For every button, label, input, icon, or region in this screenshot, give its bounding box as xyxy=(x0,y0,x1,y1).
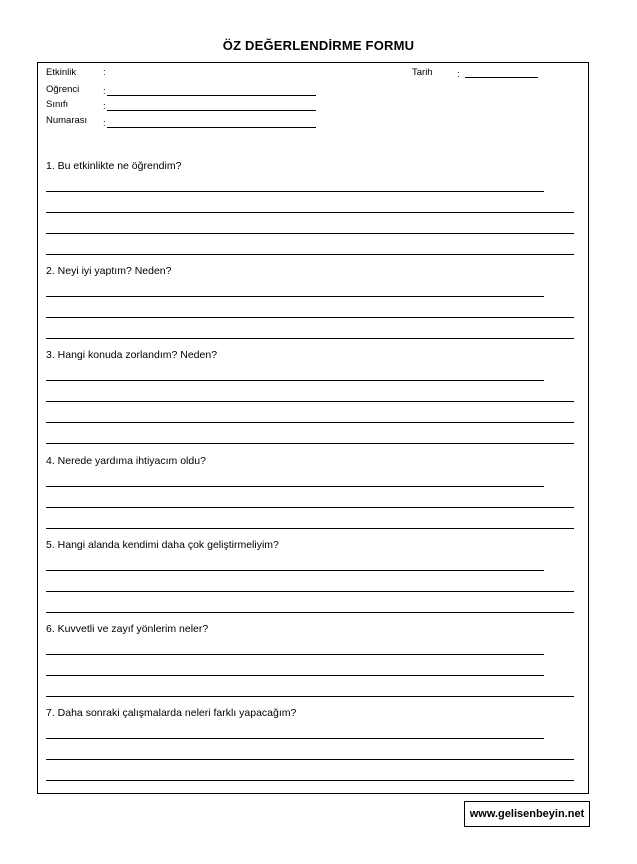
ogrenci-input-line[interactable] xyxy=(107,95,316,96)
question-5: 5. Hangi alanda kendimi daha çok geliştirmeliyim? xyxy=(46,539,279,551)
answer-line[interactable] xyxy=(46,528,574,529)
answer-line[interactable] xyxy=(46,759,574,760)
answer-line[interactable] xyxy=(46,570,544,571)
sinifi-input-line[interactable] xyxy=(107,110,316,111)
answer-line[interactable] xyxy=(46,507,574,508)
form-title: ÖZ DEĞERLENDİRME FORMU xyxy=(222,38,415,53)
answer-line[interactable] xyxy=(46,738,544,739)
answer-line[interactable] xyxy=(46,486,544,487)
answer-line[interactable] xyxy=(46,380,544,381)
field-separator: : xyxy=(103,67,106,78)
field-label-etkinlik: Etkinlik xyxy=(46,67,77,78)
question-3: 3. Hangi konuda zorlandım? Neden? xyxy=(46,349,218,361)
numarasi-input-line[interactable] xyxy=(107,127,316,128)
field-separator: : xyxy=(103,118,106,129)
field-label-tarih: Tarih xyxy=(412,67,433,78)
answer-line[interactable] xyxy=(46,296,544,297)
field-separator: : xyxy=(457,69,460,80)
answer-line[interactable] xyxy=(46,212,574,213)
tarih-input-line[interactable] xyxy=(465,77,538,78)
answer-line[interactable] xyxy=(46,696,574,697)
question-1: 1. Bu etkinlikte ne öğrendim? xyxy=(46,160,182,172)
answer-line[interactable] xyxy=(46,422,574,423)
answer-line[interactable] xyxy=(46,654,544,655)
question-4: 4. Nerede yardıma ihtiyacım oldu? xyxy=(46,455,206,467)
field-separator: : xyxy=(103,101,106,112)
answer-line[interactable] xyxy=(46,780,574,781)
answer-line[interactable] xyxy=(46,233,574,234)
question-6: 6. Kuvvetli ve zayıf yönlerim neler? xyxy=(46,623,209,635)
field-separator: : xyxy=(103,86,106,97)
answer-line[interactable] xyxy=(46,317,574,318)
website-link[interactable]: www.gelisenbeyin.net xyxy=(464,801,590,827)
answer-line[interactable] xyxy=(46,338,574,339)
question-7: 7. Daha sonraki çalışmalarda neleri farklı yapacağım? xyxy=(46,707,297,719)
answer-line[interactable] xyxy=(46,675,544,676)
field-label-sinifi: Sınıfı xyxy=(46,99,69,110)
answer-line[interactable] xyxy=(46,254,574,255)
answer-line[interactable] xyxy=(46,443,574,444)
question-2: 2. Neyi iyi yaptım? Neden? xyxy=(46,265,172,277)
field-label-numarasi: Numarası xyxy=(46,115,88,126)
answer-line[interactable] xyxy=(46,591,574,592)
field-label-ogrenci: Oğrenci xyxy=(46,84,80,95)
answer-line[interactable] xyxy=(46,612,574,613)
answer-line[interactable] xyxy=(46,401,574,402)
answer-line[interactable] xyxy=(46,191,544,192)
